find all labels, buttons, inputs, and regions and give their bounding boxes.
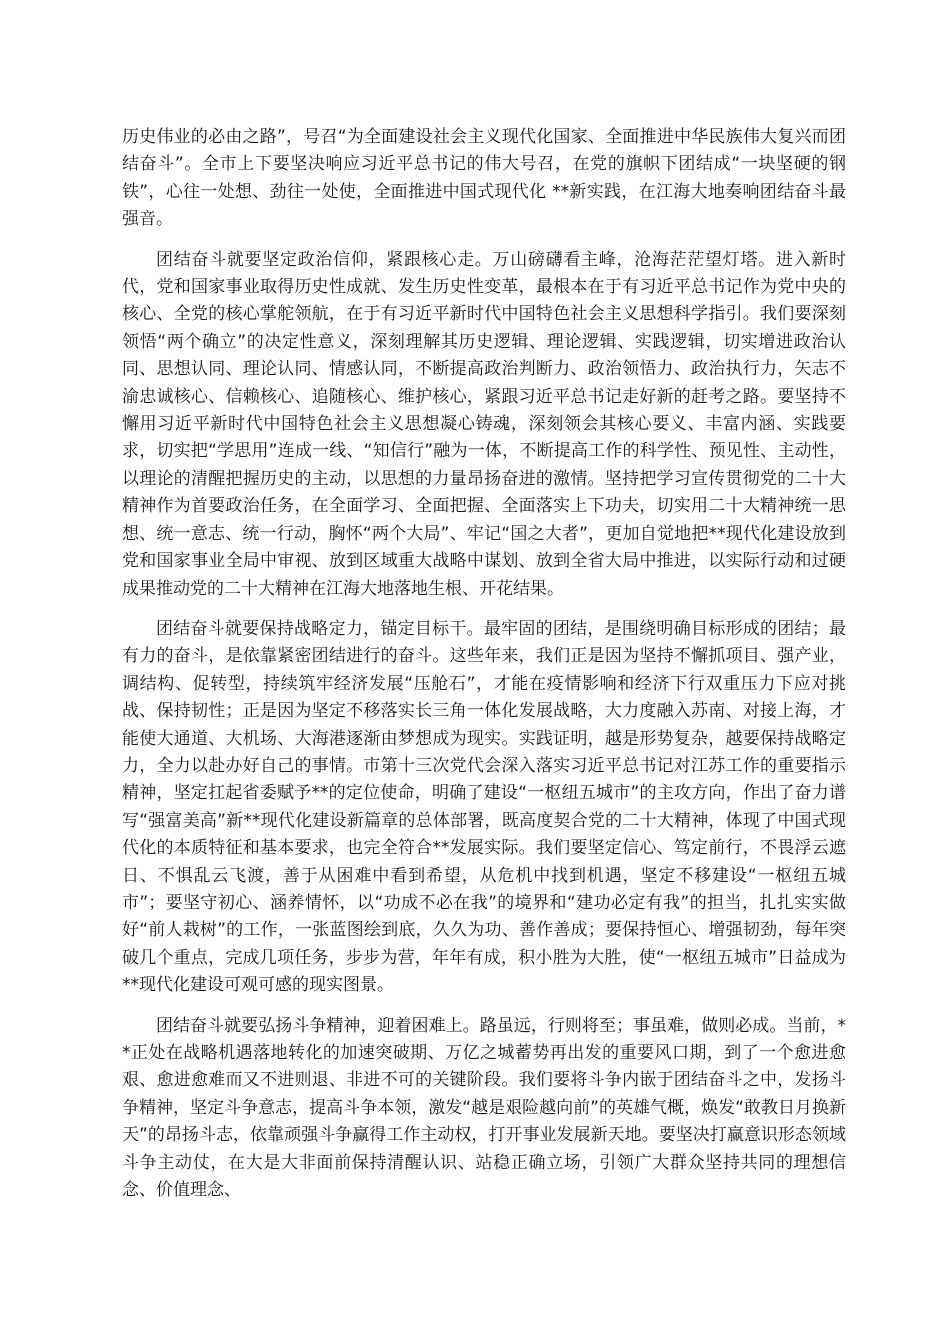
paragraph-continuation: 历史伟业的必由之路”，号召“为全面建设社会主义现代化国家、全面推进中华民族伟大复兴而团结奋斗”。全市上下要坚决响应习近平总书记的伟大号召，在党的旗帜下团结成“一块坚硬的钢铁”，心往一处想、劲往一处使，全面推进中国式现代化 **新实践，在江海大地奏响团结奋斗最强音。 <box>122 127 846 230</box>
paragraph-struggle-spirit: 团结奋斗就要弘扬斗争精神，迎着困难上。路虽远，行则将至；事虽难，做则必成。当前，**正处在战略机遇落地转化的加速突破期、万亿之城蓄势再出发的重要风口期，到了一个愈进愈艰、愈进愈难而又不进则退、非进不可的关键阶段。我们要将斗争内嵌于团结奋斗之中，发扬斗争精神，坚定斗争意志，提高斗争本领，激发“越是艰险越向前”的英雄气概，焕发“敢教日月换新天”的昂扬斗志，依靠顽强斗争赢得工作主动权，打开事业发展新天地。要坚决打赢意识形态领域斗争主动仗，在大是大非面前保持清醒认识、站稳正确立场，引领广大群众坚持共同的理想信念、价值理念、 <box>122 1015 846 1201</box>
paragraph-strategic-focus: 团结奋斗就要保持战略定力，锚定目标干。最牢固的团结，是围绕明确目标形成的团结；最有力的奋斗，是依靠紧密团结进行的奋斗。这些年来，我们正是因为坚持不懈抓项目、强产业，调结构、促转型，持续筑牢经济发展“压舱石”，才能在疫情影响和经济下行双重压力下应对挑战、保持韧性；正是因为坚定不移落实长三角一体化发展战略，大力度融入苏南、对接上海，才能使大通道、大机场、大海港逐渐由梦想成为现实。实践证明，越是形势复杂，越要保持战略定力，全力以赴办好自己的事情。市第十三次党代会深入落实习近平总书记对江苏工作的重要指示精神，坚定扛起省委赋予**的定位使命，明确了建设“一枢纽五城市”的主攻方向，作出了奋力谱写“强富美高”新**现代化建设新篇章的总体部署，既高度契合党的二十大精神，体现了中国式现代化的本质特征和基本要求，也完全符合**发展实际。我们要坚定信心、笃定前行，不畏浮云遮日、不惧乱云飞渡，善于从困难中看到希望，从危机中找到机遇，坚定不移建设“一枢纽五城市”；要坚守初心、涵养情怀，以“功成不必在我”的境界和“建功必定有我”的担当，扎扎实实做好“前人栽树”的工作，一张蓝图绘到底，久久为功、善作善成；要保持恒心、增强韧劲，每年突破几个重点，完成几项任务，步步为营，年年有成，积小胜为大胜，使“一枢纽五城市”日益成为 **现代化建设可观可感的现实图景。 <box>122 618 846 996</box>
document-body <box>122 124 846 1217</box>
paragraph-political-belief: 团结奋斗就要坚定政治信仰，紧跟核心走。万山磅礴看主峰，沧海茫茫望灯塔。进入新时代，党和国家事业取得历史性成就、发生历史性变革，最根本在于有习近平总书记作为党中央的核心、全党的核心掌舵领航，在于有习近平新时代中国特色社会主义思想科学指引。我们要深刻领悟“两个确立”的决定性意义，深刻理解其历史逻辑、理论逻辑、实践逻辑，切实增进政治认同、思想认同、理论认同、情感认同，不断提高政治判断力、政治领悟力、政治执行力，矢志不渝忠诚核心、信赖核心、追随核心、维护核心，紧跟习近平总书记走好新的赶考之路。要坚持不懈用习近平新时代中国特色社会主义思想凝心铸魂，深刻领会其核心要义、丰富内涵、实践要求，切实把“学思用”连成一线、“知信行”融为一体，不断提高工作的科学性、预见性、主动性，以理论的清醒把握历史的主动，以思想的力量昂扬奋进的激情。坚持把学习宣传贯彻党的二十大精神作为首要政治任务，在全面学习、全面把握、全面落实上下功夫，切实用二十大精神统一思想、统一意志、统一行动，胸怀“两个大局”、牢记“国之大者”，更加自觉地把**现代化建设放到党和国家事业全局中审视、放到区域重大战略中谋划、放到全省大局中推进，以实际行动和过硬成果推动党的二十大精神在江海大地落地生根、开花结果。 <box>122 249 846 599</box>
